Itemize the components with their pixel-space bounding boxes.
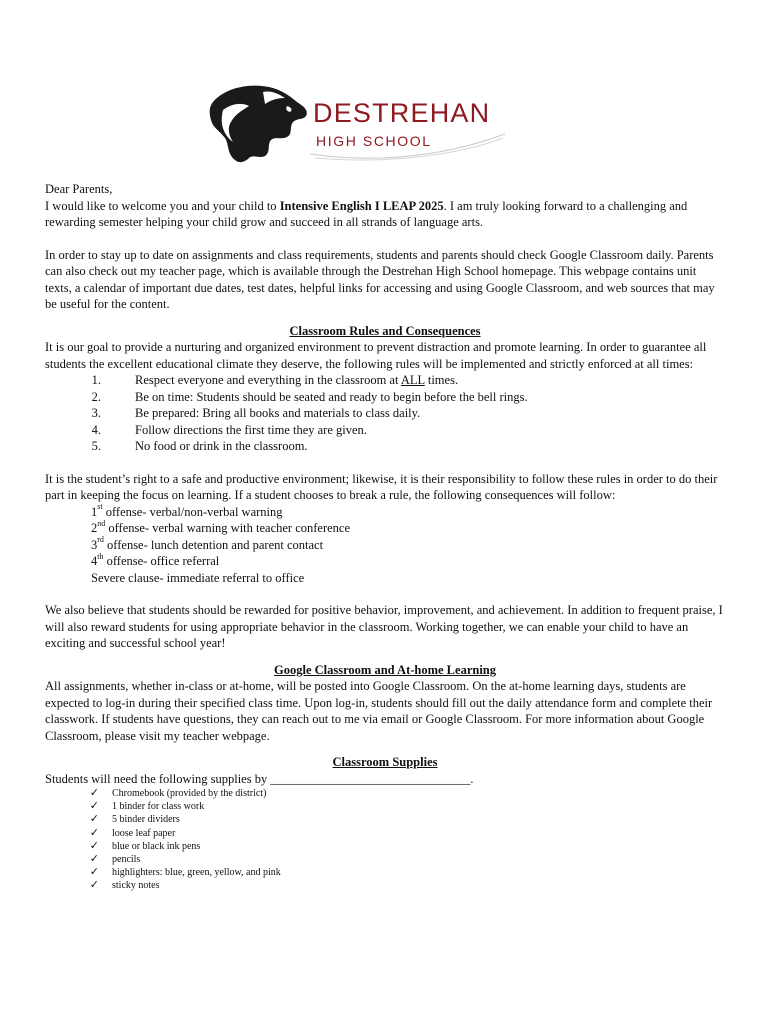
supply-text: 1 binder for class work bbox=[112, 801, 205, 813]
list-item bbox=[45, 422, 725, 439]
consequence-item: 1st offense- verbal/non-verbal warning bbox=[91, 502, 283, 519]
panther-head-icon bbox=[205, 80, 315, 165]
rules-heading: Classroom Rules and Consequences bbox=[289, 323, 481, 338]
consequences-intro: It is the student’s right to a safe and productive environment; likewise, it is their responsibility to follow these rules in order to do their part in keeping the focus on learning. If a student chooses to break a rule, the following consequences will follow: bbox=[45, 471, 718, 502]
rule-number: 5. bbox=[91, 439, 101, 453]
checkmark-icon: ✓ bbox=[89, 826, 99, 839]
supplies-list bbox=[45, 787, 725, 893]
rule-number: 2. bbox=[91, 389, 101, 404]
supply-text: 5 binder dividers bbox=[112, 814, 180, 826]
supply-text: pencils bbox=[112, 854, 141, 866]
rules-list bbox=[45, 372, 725, 455]
rules-intro: It is our goal to provide a nurturing and organized environment to prevent distraction and promote learning. In order to guarantee all students the excellent educational climate they deserve, the following rules will be implemented and strictly enforced at all times: bbox=[45, 340, 707, 371]
list-item bbox=[45, 787, 725, 800]
rule-number: 1. bbox=[91, 373, 101, 387]
rule-text: Be on time: Students should be seated and ready to begin before the bell rings. bbox=[135, 389, 528, 404]
checkmark-icon: ✓ bbox=[89, 853, 99, 866]
supply-text: highlighters: blue, green, yellow, and pink bbox=[112, 867, 281, 879]
checkmark-icon: ✓ bbox=[89, 813, 99, 826]
school-name: DESTREHAN bbox=[313, 98, 491, 128]
rewards-paragraph: We also believe that students should be rewarded for positive behavior, improvement, and achievement. In addition to frequent praise, I will also reward students for using appropriate behavior in the classroom. Working together, we can enable your child to have an exciting and successful school year! bbox=[45, 603, 723, 650]
list-item bbox=[45, 389, 725, 406]
consequence-item: 4th offense- office referral bbox=[91, 551, 220, 568]
list-item bbox=[45, 879, 725, 892]
greeting: Dear Parents, bbox=[45, 182, 113, 196]
supply-text: blue or black ink pens bbox=[112, 840, 201, 852]
checkmark-icon: ✓ bbox=[89, 839, 99, 852]
checkmark-icon: ✓ bbox=[89, 866, 99, 879]
letter-body bbox=[45, 181, 725, 893]
rule-number: 3. bbox=[91, 406, 101, 420]
supply-text: sticky notes bbox=[112, 880, 160, 892]
consequence-item: 2nd offense- verbal warning with teacher conference bbox=[91, 518, 351, 535]
list-item bbox=[45, 405, 725, 422]
rule-text: No food or drink in the classroom. bbox=[135, 439, 308, 453]
rule-text: Respect everyone and everything in the classroom at ALL times. bbox=[135, 373, 459, 387]
school-subtitle: HIGH SCHOOL bbox=[316, 133, 432, 149]
checkmark-icon: ✓ bbox=[89, 879, 99, 892]
supplies-intro: Students will need the following supplies by ________________________________. bbox=[45, 771, 474, 786]
severe-clause: Severe clause- immediate referral to office bbox=[91, 570, 305, 585]
course-name: Intensive English I LEAP 2025 bbox=[279, 198, 444, 213]
list-item bbox=[45, 372, 725, 389]
list-item bbox=[45, 827, 725, 840]
stay-up-to-date-paragraph: In order to stay up to date on assignments and class requirements, students and parents should check Google Classroom daily. Parents can also check out my teacher page, which is available through the Destrehan High School homepage. This webpage contains unit texts, a calendar of important due dates, test dates, helpful links for accessing and using Google Classroom, and web sources that may be useful for the content. bbox=[45, 247, 715, 311]
rule-text: Follow directions the first time they are given. bbox=[135, 422, 367, 437]
list-item bbox=[45, 840, 725, 853]
supply-text: Chromebook (provided by the district) bbox=[112, 788, 267, 799]
intro-paragraph bbox=[45, 198, 725, 231]
rule-text: Be prepared: Bring all books and materials to class daily. bbox=[135, 406, 421, 420]
list-item bbox=[45, 853, 725, 866]
google-classroom-heading: Google Classroom and At-home Learning bbox=[274, 662, 496, 677]
checkmark-icon: ✓ bbox=[89, 800, 99, 813]
google-classroom-paragraph: All assignments, whether in-class or at-home, will be posted into Google Classroom. On the at-home learning days, students are expected to log-in during their specified class time. Upon log-in, students should fill out the daily attendance form and complete their classwork. If students have questions, they can reach out to me via email or Google Classroom. For more information about Google Classroom, please visit my teacher webpage. bbox=[45, 679, 713, 743]
intro-text-end: . I am truly looking forward to a challenging and rewarding semester helping your child grow and succeed in all strands of language arts. bbox=[45, 198, 688, 229]
intro-text: I would like to welcome you and your child to bbox=[45, 198, 280, 213]
consequence-item: 3rd offense- lunch detention and parent contact bbox=[91, 535, 324, 552]
supplies-heading: Classroom Supplies bbox=[332, 755, 438, 769]
list-item bbox=[45, 866, 725, 879]
list-item bbox=[45, 438, 725, 455]
list-item bbox=[45, 800, 725, 813]
checkmark-icon: ✓ bbox=[89, 787, 99, 799]
list-item bbox=[45, 813, 725, 826]
rule-number: 4. bbox=[91, 422, 101, 437]
supply-text: loose leaf paper bbox=[112, 827, 176, 839]
school-header bbox=[205, 80, 525, 170]
